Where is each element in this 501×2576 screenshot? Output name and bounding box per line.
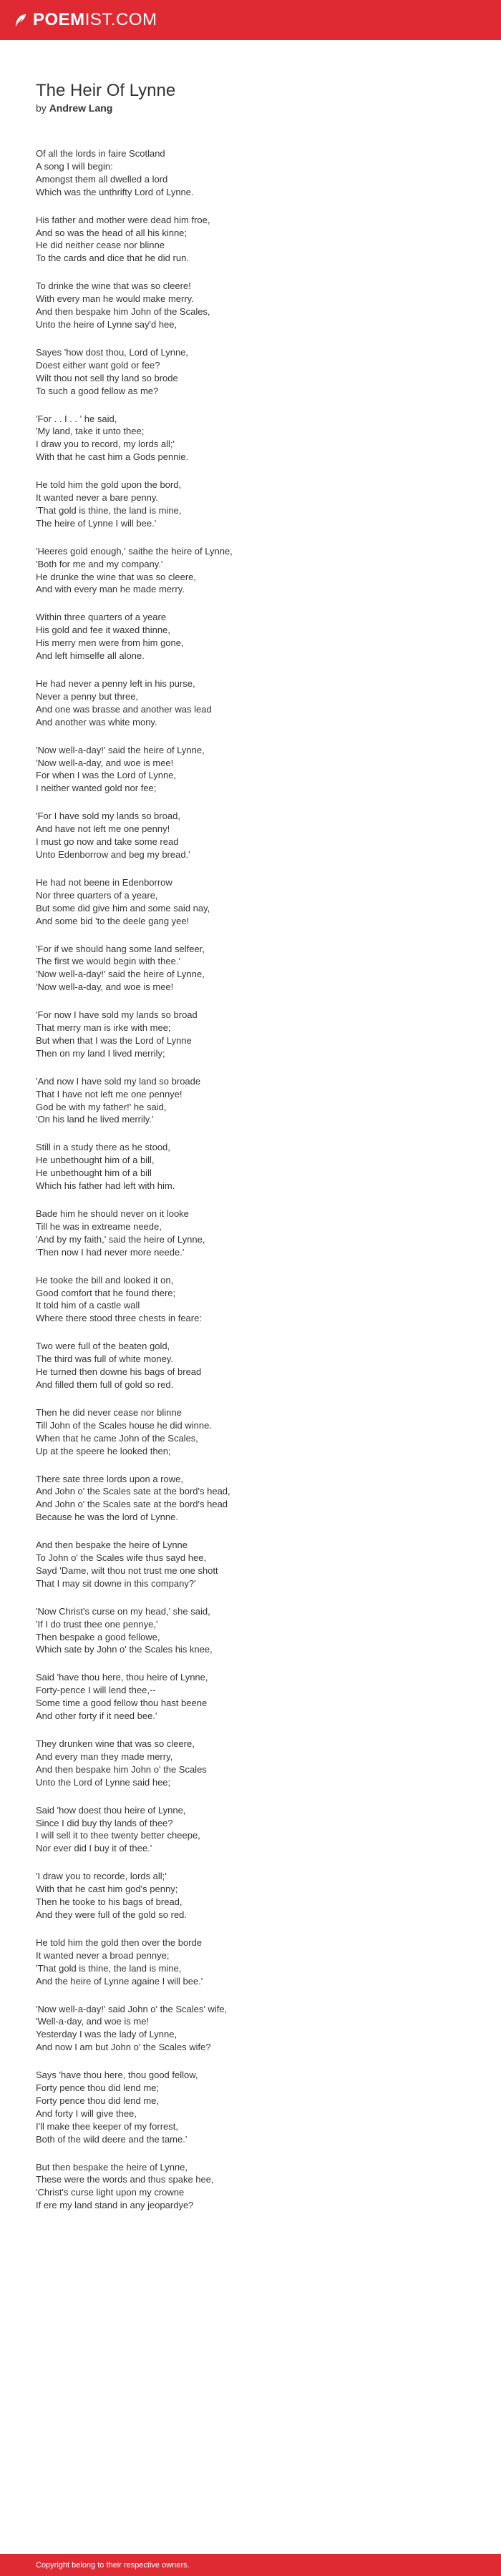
poem-line: 'Now Christ's curse on my head,' she said, bbox=[36, 1605, 210, 1617]
poem-line: Till John of the Scales house he did winne. bbox=[36, 1419, 212, 1431]
poem-line: He told him the gold upon the bord, bbox=[36, 479, 182, 491]
poem-line: 'Now well-a-day!' said the heire of Lynne, bbox=[36, 744, 205, 755]
poem-stanza bbox=[36, 479, 465, 530]
poem-line: To drinke the wine that was so cleere! bbox=[36, 280, 191, 292]
poem-line: I'll make thee keeper of my forrest, bbox=[36, 2120, 179, 2132]
poem-stanza bbox=[36, 1009, 465, 1060]
poem-line: He turned then downe his bags of bread bbox=[36, 1366, 202, 1378]
poem-line: 'For . . I . . ' he said, bbox=[36, 413, 117, 424]
poem-line: It told him of a castle wall bbox=[36, 1300, 140, 1311]
poem-stanza bbox=[36, 346, 465, 398]
poem-line: That merry man is irke with mee; bbox=[36, 1022, 171, 1034]
poem-stanza bbox=[36, 1406, 465, 1458]
poem-line: Still in a study there as he stood, bbox=[36, 1142, 170, 1153]
poem-line: Sayd 'Dame, wilt thou not trust me one shott bbox=[36, 1564, 218, 1576]
poem-line: Good comfort that he found there; bbox=[36, 1287, 176, 1298]
poem-stanza bbox=[36, 1605, 465, 1657]
poem-line: And some bid 'to the deele gang yee! bbox=[36, 915, 190, 926]
poem-line: I must go now and take some read bbox=[36, 836, 179, 848]
poem-stanza bbox=[36, 677, 465, 729]
poem-line: I will sell it to thee twenty better cheepe, bbox=[36, 1830, 200, 1841]
poem-line: To John o' the Scales wife thus sayd hee, bbox=[36, 1552, 207, 1564]
poem-stanza bbox=[36, 1870, 465, 1921]
poem-line: When that he came John of the Scales, bbox=[36, 1432, 198, 1444]
poem-line: If ere my land stand in any jeopardye? bbox=[36, 2200, 194, 2211]
poem-line: 'Now well-a-day, and woe is mee! bbox=[36, 981, 174, 993]
poem-line: Nor ever did I buy it of thee.' bbox=[36, 1843, 152, 1854]
poem-stanza bbox=[36, 1274, 465, 1326]
poem-line: 'Heeres gold enough,' saithe the heire of Lynne, bbox=[36, 545, 233, 557]
poem-line: 'And now I have sold my land so broade bbox=[36, 1075, 201, 1087]
footer-bar bbox=[0, 2554, 501, 2576]
poem-line: Then bespake a good fellowe, bbox=[36, 1631, 160, 1642]
poem-line: 'My land, take it unto thee; bbox=[36, 426, 145, 437]
poem-line: He told him the gold then over the borde bbox=[36, 1936, 202, 1948]
poem-line: 'Both for me and my company.' bbox=[36, 558, 163, 569]
footer-copyright: Copyright belong to their respective owners. bbox=[36, 2560, 190, 2570]
poem-line: Sayes 'how dost thou, Lord of Lynne, bbox=[36, 346, 189, 358]
author-link[interactable]: Andrew Lang bbox=[49, 102, 113, 114]
poem-stanza bbox=[36, 1340, 465, 1391]
poem-line: He unbethought him of a bill bbox=[36, 1167, 152, 1179]
poem-line: He did neither cease nor blinne bbox=[36, 240, 165, 251]
poem-line: Of all the lords in faire Scotland bbox=[36, 148, 165, 159]
poem-line: He tooke the bill and looked it on, bbox=[36, 1274, 174, 1285]
poem-title: The Heir Of Lynne bbox=[36, 81, 176, 100]
poem-line: That I may sit downe in this company?' bbox=[36, 1577, 196, 1589]
site-logo-link[interactable] bbox=[13, 10, 157, 30]
poem-line: And then bespake him John of the Scales, bbox=[36, 306, 210, 318]
poem-line: 'Well-a-day, and woe is me! bbox=[36, 2016, 150, 2027]
poem-line: A song I will begin: bbox=[36, 160, 113, 172]
poem-line: Because he was the lord of Lynne. bbox=[36, 1512, 178, 1523]
poem-stanza bbox=[36, 744, 465, 795]
poem-line: They drunken wine that was so cleere, bbox=[36, 1738, 195, 1749]
poem-line: Then he tooke to his bags of bread, bbox=[36, 1896, 183, 1908]
poem-line: And one was brasse and another was lead bbox=[36, 703, 212, 715]
poem-line: I draw you to record, my lords all;' bbox=[36, 439, 175, 450]
poem-stanza bbox=[36, 943, 465, 994]
poem-stanza bbox=[36, 2069, 465, 2145]
poem-line: 'For if we should hang some land selfeer, bbox=[36, 943, 205, 954]
poem-line: And with every man he made merry. bbox=[36, 584, 185, 595]
poem-line: To the cards and dice that he did run. bbox=[36, 253, 189, 264]
poem-stanza bbox=[36, 1208, 465, 1259]
poem-line: Which his father had left with him. bbox=[36, 1180, 175, 1192]
poem-line: Two were full of the beaten gold, bbox=[36, 1341, 170, 1352]
poem-stanza bbox=[36, 147, 465, 199]
poem-stanza bbox=[36, 1671, 465, 1723]
poem-stanza bbox=[36, 1936, 465, 1988]
poem-line: 'That gold is thine, the land is mine, bbox=[36, 504, 182, 516]
poem-line: Forty pence thou did lend me, bbox=[36, 2095, 159, 2106]
poem-line: Which sate by John o' the Scales his knee, bbox=[36, 1644, 213, 1655]
poem-line: That I have not left me one pennye! bbox=[36, 1088, 183, 1100]
poem-stanza bbox=[36, 611, 465, 662]
poem-line: Doest either want gold or fee? bbox=[36, 359, 160, 371]
poem-line: And John o' the Scales sate at the bord's head bbox=[36, 1499, 228, 1510]
poem-line: 'That gold is thine, the land is mine, bbox=[36, 1962, 182, 1974]
poem-line: To such a good fellow as me? bbox=[36, 385, 159, 396]
poem-line: His merry men were from him gone, bbox=[36, 637, 184, 649]
poem-stanza bbox=[36, 1141, 465, 1192]
poem-line: Till he was in extreame neede, bbox=[36, 1220, 162, 1232]
poem-stanza bbox=[36, 413, 465, 464]
poem-line: Which was the unthrifty Lord of Lynne. bbox=[36, 186, 194, 197]
poem-stanza bbox=[36, 1804, 465, 1856]
poem-line: And filled them full of gold so red. bbox=[36, 1378, 174, 1390]
poem-line: And every man they made merry, bbox=[36, 1750, 173, 1762]
poem-line: And left himselfe all alone. bbox=[36, 650, 145, 662]
poem-line: The third was full of white money. bbox=[36, 1353, 173, 1365]
poem-line: For when I was the Lord of Lynne, bbox=[36, 770, 177, 781]
poem-stanza bbox=[36, 280, 465, 331]
poem-line: Both of the wild deere and the tame.' bbox=[36, 2133, 188, 2145]
poem-stanza bbox=[36, 1473, 465, 1524]
poem-line: With that he cast him a Gods pennie. bbox=[36, 451, 189, 463]
poem-line: With that he cast him god's penny; bbox=[36, 1884, 178, 1895]
poem-stanza bbox=[36, 876, 465, 928]
poem-line: And then bespake the heire of Lynne bbox=[36, 1539, 188, 1551]
poem-line: Since I did buy thy lands of thee? bbox=[36, 1817, 173, 1828]
poem-line: Unto the Lord of Lynne said hee; bbox=[36, 1776, 171, 1788]
poem-line: And they were full of the gold so red. bbox=[36, 1909, 188, 1920]
logo-text-light: IST.COM bbox=[84, 10, 157, 29]
poem-stanza bbox=[36, 214, 465, 265]
poem-line: 'Now well-a-day!' said John o' the Scales' wife, bbox=[36, 2003, 228, 2014]
logo-text-bold: POEM bbox=[33, 10, 85, 29]
feather-icon bbox=[13, 12, 29, 28]
poem-line: 'On his land he lived merrily.' bbox=[36, 1114, 154, 1125]
poem-line: And John o' the Scales sate at the bord's head, bbox=[36, 1486, 230, 1497]
poem-line: It wanted never a broad pennye; bbox=[36, 1949, 170, 1961]
poem-line: I neither wanted gold nor fee; bbox=[36, 783, 157, 794]
poem-line: But when that I was the Lord of Lynne bbox=[36, 1034, 192, 1046]
poem-content bbox=[36, 80, 465, 2227]
poem-line: With every man he would make merry. bbox=[36, 293, 194, 305]
poem-line: Amongst them all dwelled a lord bbox=[36, 173, 168, 185]
poem-line: And forty I will give thee, bbox=[36, 2107, 137, 2119]
poem-line: Nor three quarters of a yeare, bbox=[36, 889, 158, 901]
poem-line: 'And by my faith,' said the heire of Lynne, bbox=[36, 1233, 205, 1245]
poem-line: There sate three lords upon a rowe, bbox=[36, 1473, 183, 1484]
poem-line: Then he did never cease nor blinne bbox=[36, 1406, 182, 1418]
poem-line: And have not left me one penny! bbox=[36, 823, 170, 835]
poem-line: Yesterday I was the lady of Lynne, bbox=[36, 2029, 177, 2040]
top-header-bar bbox=[0, 0, 501, 40]
poem-line: His gold and fee it waxed thinne, bbox=[36, 625, 170, 636]
poem-line: His father and mother were dead him froe, bbox=[36, 214, 210, 225]
poem-stanza bbox=[36, 1539, 465, 1590]
poem-line: He had never a penny left in his purse, bbox=[36, 678, 195, 689]
poem-line: 'Now well-a-day!' said the heire of Lynne, bbox=[36, 969, 205, 980]
poem-line: Where there stood three chests in feare: bbox=[36, 1313, 202, 1324]
poem-line: 'For I have sold my lands so broad, bbox=[36, 810, 180, 822]
poem-line: The heire of Lynne I will bee.' bbox=[36, 517, 157, 529]
poem-line: And another was white mony. bbox=[36, 716, 157, 728]
poem-line: Then on my land I lived merrily; bbox=[36, 1047, 165, 1059]
poem-stanza bbox=[36, 2003, 465, 2055]
poem-stanza bbox=[36, 1075, 465, 1127]
poem-line: Unto Edenborrow and beg my bread.' bbox=[36, 848, 190, 860]
poem-stanza bbox=[36, 810, 465, 861]
poem-line: Forty pence thou did lend me; bbox=[36, 2082, 159, 2094]
poem-stanza bbox=[36, 1738, 465, 1789]
poem-line: And so was the head of all his kinne; bbox=[36, 227, 188, 238]
poem-line: But some did give him and some said nay, bbox=[36, 902, 210, 914]
poem-line: Says 'have thou here, thou good fellow, bbox=[36, 2070, 198, 2081]
poem-line: And other forty if it need bee.' bbox=[36, 1710, 157, 1722]
poem-line: 'Christ's curse light upon my crowne bbox=[36, 2187, 185, 2198]
poem-line: These were the words and thus spake hee, bbox=[36, 2174, 214, 2185]
poem-line: Never a penny but three, bbox=[36, 690, 139, 702]
poem-line: Said 'how doest thou heire of Lynne, bbox=[36, 1804, 186, 1816]
poem-line: He drunke the wine that was so cleere, bbox=[36, 571, 197, 582]
poem-line: Said 'have thou here, thou heire of Lynne, bbox=[36, 1672, 208, 1683]
poem-line: Bade him he should never on it looke bbox=[36, 1208, 189, 1219]
poem-byline bbox=[36, 102, 465, 114]
poem-line: It wanted never a bare penny. bbox=[36, 492, 159, 504]
poem-stanza bbox=[36, 545, 465, 597]
poem-line: But then bespake the heire of Lynne, bbox=[36, 2161, 188, 2173]
poem-body bbox=[36, 147, 465, 2212]
poem-line: And now I am but John o' the Scales wife? bbox=[36, 2042, 211, 2053]
poem-line: He had not beene in Edenborrow bbox=[36, 876, 172, 888]
poem-line: 'If I do trust thee one pennye,' bbox=[36, 1618, 158, 1630]
poem-line: Some time a good fellow thou hast beene bbox=[36, 1698, 208, 1709]
poem-line: He unbethought him of a bill, bbox=[36, 1155, 155, 1166]
poem-stanza bbox=[36, 2161, 465, 2213]
poem-line: 'For now I have sold my lands so broad bbox=[36, 1009, 198, 1021]
poem-line: God be with my father!' he said, bbox=[36, 1101, 167, 1112]
poem-line: 'Then now I had never more neede.' bbox=[36, 1246, 185, 1258]
poem-line: And the heire of Lynne againe I will bee.' bbox=[36, 1975, 203, 1987]
poem-line: 'Now well-a-day, and woe is mee! bbox=[36, 757, 174, 768]
poem-line: Within three quarters of a yeare bbox=[36, 612, 167, 623]
poem-line: Up at the speere he looked then; bbox=[36, 1445, 171, 1456]
by-label: by bbox=[36, 102, 47, 114]
poem-line: Forty-pence I will lend thee,-- bbox=[36, 1685, 156, 1696]
poem-line: Unto the heire of Lynne say'd hee, bbox=[36, 318, 177, 330]
poem-line: 'I draw you to recorde, lords all;' bbox=[36, 1871, 167, 1882]
poem-line: The first we would begin with thee.' bbox=[36, 956, 180, 967]
poem-line: Wilt thou not sell thy land so brode bbox=[36, 372, 178, 383]
poem-line: And then bespake him John o' the Scales bbox=[36, 1763, 207, 1775]
